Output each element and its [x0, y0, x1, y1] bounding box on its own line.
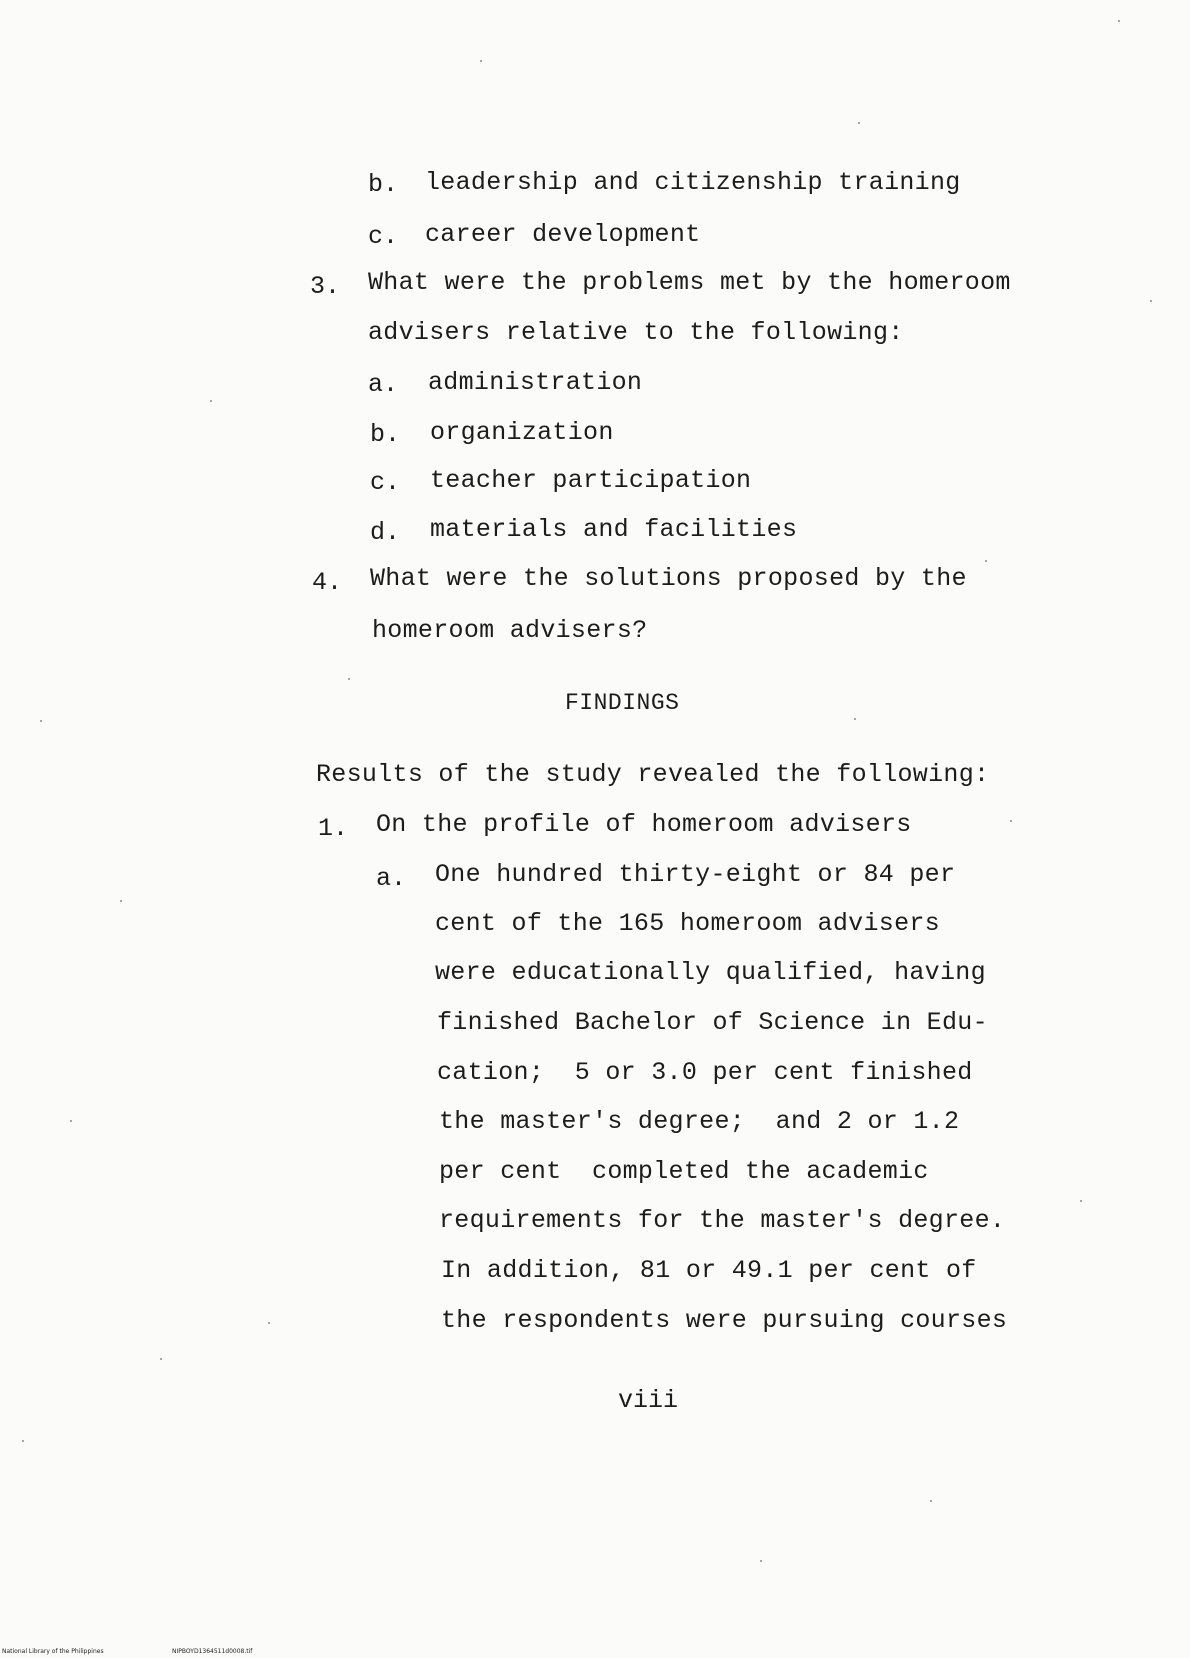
findings-intro: Results of the study revealed the following:: [316, 760, 990, 789]
question-line: What were the solutions proposed by the: [370, 564, 967, 593]
finding-text-line: were educationally qualified, having: [435, 958, 986, 987]
list-marker: a.: [368, 370, 399, 399]
list-marker: c.: [368, 222, 399, 251]
finding-text-line: In addition, 81 or 49.1 per cent of: [441, 1256, 977, 1285]
question-number: 3.: [310, 272, 341, 301]
finding-text-line: the respondents were pursuing courses: [441, 1306, 1008, 1335]
list-item-text: leadership and citizenship training: [425, 168, 961, 197]
list-marker: d.: [370, 518, 401, 547]
finding-text-line: the master's degree; and 2 or 1.2: [439, 1107, 960, 1136]
section-heading: FINDINGS: [565, 690, 680, 716]
finding-text-line: cation; 5 or 3.0 per cent finished: [437, 1058, 973, 1087]
list-marker: c.: [370, 468, 401, 497]
question-number: 4.: [312, 568, 343, 597]
list-item-text: organization: [430, 418, 614, 447]
question-line: homeroom advisers?: [372, 616, 648, 645]
scan-footer-source: National Library of the Philippines: [2, 1648, 104, 1655]
list-item-text: teacher participation: [430, 466, 752, 495]
list-item-text: career development: [425, 220, 701, 249]
finding-text-line: finished Bachelor of Science in Edu-: [437, 1008, 988, 1037]
question-line: advisers relative to the following:: [368, 318, 904, 347]
scan-footer-filename: NIPBOYD1364511d0008.tif: [172, 1648, 253, 1655]
list-marker: b.: [368, 170, 399, 199]
list-marker: a.: [376, 864, 407, 893]
finding-number: 1.: [318, 814, 349, 843]
question-line: What were the problems met by the homeroom: [368, 268, 1011, 297]
page-number: viii: [618, 1386, 679, 1415]
finding-title: On the profile of homeroom advisers: [376, 810, 912, 839]
list-item-text: materials and facilities: [430, 515, 798, 544]
finding-text-line: cent of the 165 homeroom advisers: [435, 909, 940, 938]
finding-text-line: One hundred thirty-eight or 84 per: [435, 860, 956, 889]
list-item-text: administration: [428, 368, 643, 397]
finding-text-line: per cent completed the academic: [439, 1157, 929, 1186]
finding-text-line: requirements for the master's degree.: [439, 1206, 1006, 1235]
list-marker: b.: [370, 420, 401, 449]
